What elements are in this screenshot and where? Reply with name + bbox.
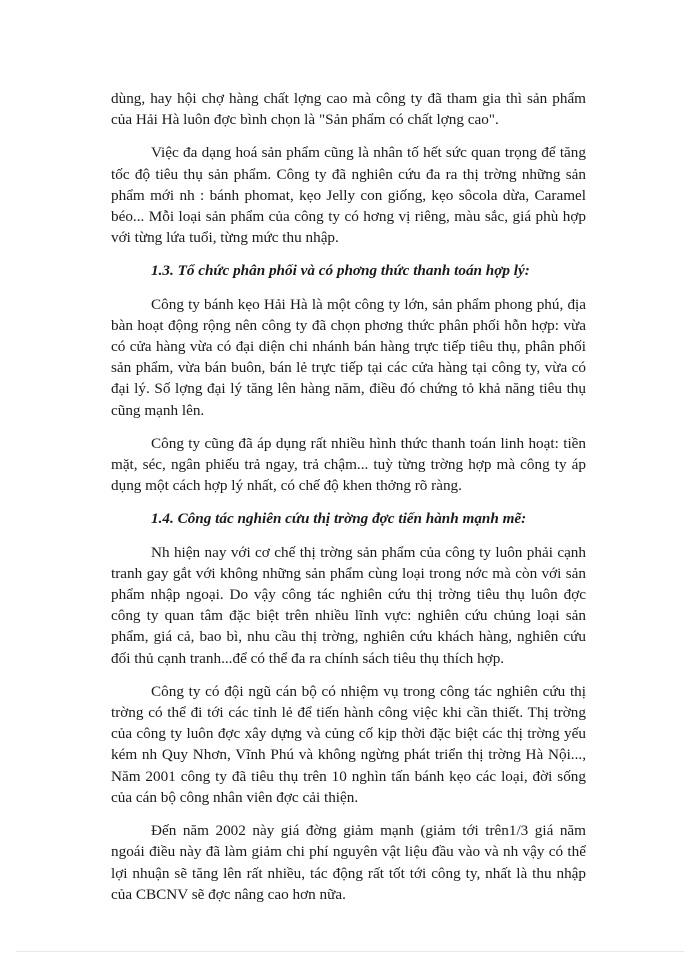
paragraph-distribution: Công ty bánh kẹo Hải Hà là một công ty lớn, sản phẩm phong phú, địa bàn hoạt động rộng nên công ty đã chọn phơng thức phân phối hỗn hợp: vừa có cửa hàng vừa có đại diện chi nhánh bán hàng trực tiếp tiêu thụ, phân phối sản phẩm, vừa bán buôn, bán lẻ trực tiếp tại các cửa hàng tại công ty, vừa có đại lý. Số lợng đại lý tăng lên hàng năm, điều đó chứng tỏ khả năng tiêu thụ cũng mạnh lên. xyxy=(111,295,586,419)
page-bottom-divider xyxy=(16,951,684,952)
page-body xyxy=(111,88,586,905)
paragraph-intro-continuation: dùng, hay hội chợ hàng chất lợng cao mà công ty đã tham gia thì sản phẩm của Hải Hà luôn đợc bình chọn là "Sản phẩm có chất lợng cao". xyxy=(111,90,586,129)
section-heading-1-3: 1.3. Tổ chức phân phối và có phơng thức thanh toán hợp lý: xyxy=(151,262,530,280)
paragraph-market-research: Nh hiện nay với cơ chế thị trờng sản phẩm của công ty luôn phải cạnh tranh gay gắt với không những sản phẩm cùng loại trong nớc mà còn với sản phẩm nhập ngoại. Do vậy công tác nghiên cứu thị trờng tiêu thụ luôn đợc công ty quan tâm đặc biệt trên nhiều lĩnh vực: nghiên cứu chủng loại sản phẩm, giá cả, bao bì, nhu cầu thị trờng, nghiên cứu khách hàng, nghiên cứu đối thủ cạnh tranh...để có thể đa ra chính sách tiêu thụ thích hợp. xyxy=(111,543,586,667)
paragraph-product-diversification: Việc đa dạng hoá sản phẩm cũng là nhân tố hết sức quan trọng để tăng tốc độ tiêu thụ sản phẩm. Công ty đã nghiên cứu đa ra thị trờng những sản phẩm mới nh : bánh phomat, kẹo Jelly con giống, kẹo sôcola dừa, Caramel béo... Mỗi loại sản phẩm của công ty có hơng vị riêng, màu sắc, giá phù hợp với từng lứa tuổi, từng mức thu nhập. xyxy=(111,144,586,247)
paragraph-research-staff: Công ty có đội ngũ cán bộ có nhiệm vụ trong công tác nghiên cứu thị trờng có thể đi tới các tỉnh lẻ để tiến hành công việc khi cần thiết. Thị trờng của công ty luôn đợc xây dựng và củng cố kịp thời đặc biệt các thị trờng yếu kém nh Quy Nhơn, Vĩnh Phú và không ngừng phát triển thị trờng Hà Nội..., Năm 2001 công ty đã tiêu thụ trên 10 nghìn tấn bánh kẹo các loại, đời sống của cán bộ công nhân viên đợc cải thiện. xyxy=(111,682,586,806)
paragraph-sugar-price: Đến năm 2002 này giá đờng giảm mạnh (giảm tới trên1/3 giá năm ngoái điều này đã làm giảm chi phí nguyên vật liệu đầu vào và nh vậy có thể lợi nhuận sẽ tăng lên rất nhiều, tác động rất tốt tới công ty, nhất là thu nhập của CBCNV sẽ đợc nâng cao hơn nữa. xyxy=(111,822,586,903)
section-heading-1-4: 1.4. Công tác nghiên cứu thị trờng đợc tiến hành mạnh mẽ: xyxy=(151,510,527,528)
paragraph-payment-methods: Công ty cũng đã áp dụng rất nhiều hình thức thanh toán linh hoạt: tiền mặt, séc, ngân phiếu trả ngay, trả chậm... tuỳ từng trờng hợp mà công ty áp dụng một cách hợp lý nhất, có chế độ khen thởng rõ ràng. xyxy=(111,434,586,495)
